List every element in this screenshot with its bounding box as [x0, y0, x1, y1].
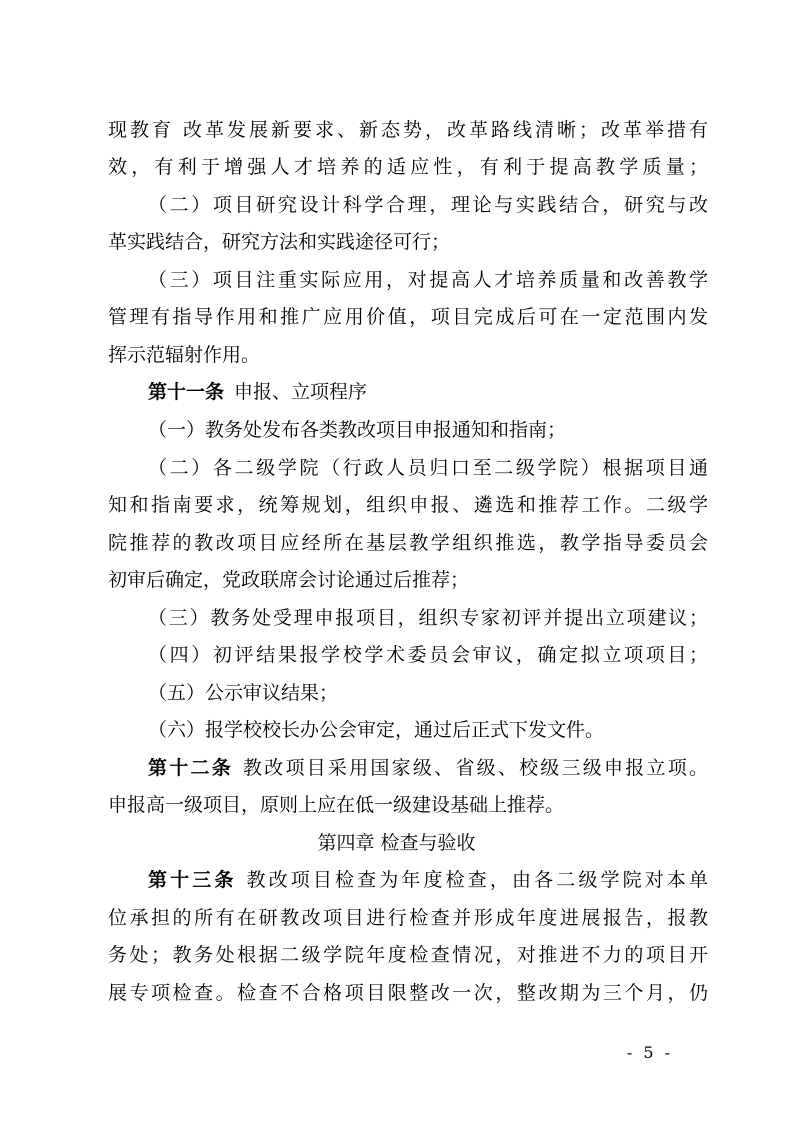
body-text-line: 挥示范辐射作用。	[108, 344, 261, 366]
body-text-line: 革实践结合，研究方法和实践途径可行；	[108, 231, 451, 253]
body-text-line: （三）项目注重实际应用，对提高人才培养质量和改善教学	[148, 269, 708, 291]
article-heading: 第十三条	[148, 869, 237, 891]
article-11-line	[148, 380, 708, 404]
article-13-line	[148, 868, 708, 892]
body-text-line: （六）报学校校长办公会审定，通过后正式下发文件。	[148, 719, 605, 741]
body-text-line: （五）公示审议结果；	[148, 682, 339, 704]
body-text-line: 管理有指导作用和推广应用价值，项目完成后可在一定范围内发	[108, 306, 708, 328]
article-12-line	[148, 756, 708, 780]
article-text: 申报、立项程序	[234, 381, 368, 403]
body-text-line: （四）初评结果报学校学术委员会审议，确定拟立项项目；	[148, 644, 708, 666]
chapter-heading: 第四章 检查与验收	[317, 832, 476, 854]
body-text-line: （三）教务处受理申报项目，组织专家初评并提出立项建议；	[148, 607, 708, 629]
body-text-line: 院推荐的教改项目应经所在基层教学组织推选，教学指导委员会	[108, 532, 708, 554]
body-text-line: （一）教务处发布各类教改项目申报通知和指南；	[148, 419, 567, 441]
article-heading: 第十一条	[148, 381, 225, 403]
body-text-line: 务处；教务处根据二级学院年度检查情况，对推进不力的项目开	[108, 944, 708, 966]
body-text-line: 现教育 改革发展新要求、新态势，改革路线清晰；改革举措有	[108, 119, 708, 141]
body-text-line: 申报高一级项目，原则上应在低一级建设基础上推荐。	[108, 794, 565, 816]
body-text-line: （二）各二级学院（行政人员归口至二级学院）根据项目通	[148, 457, 708, 479]
body-text-line: （二）项目研究设计科学合理，理论与实践结合，研究与改	[148, 194, 708, 216]
body-text-line: 位承担的所有在研教改项目进行检查并形成年度进展报告，报教	[108, 907, 708, 929]
body-text-line: 知和指南要求，统筹规划，组织申报、遴选和推荐工作。二级学	[108, 494, 708, 516]
page-number: - 5 -	[626, 1043, 673, 1062]
article-text: 教改项目采用国家级、省级、校级三级申报立项。	[242, 757, 708, 779]
body-text-line: 展专项检查。检查不合格项目限整改一次，整改期为三个月，仍	[108, 982, 708, 1004]
article-text: 教改项目检查为年度检查，由各二级学院对本单	[246, 869, 708, 891]
article-heading: 第十二条	[148, 757, 233, 779]
body-text-line: 初审后确定，党政联席会讨论通过后推荐；	[108, 569, 470, 591]
body-text-line: 效，有利于增强人才培养的适应性，有利于提高教学质量；	[108, 156, 708, 178]
